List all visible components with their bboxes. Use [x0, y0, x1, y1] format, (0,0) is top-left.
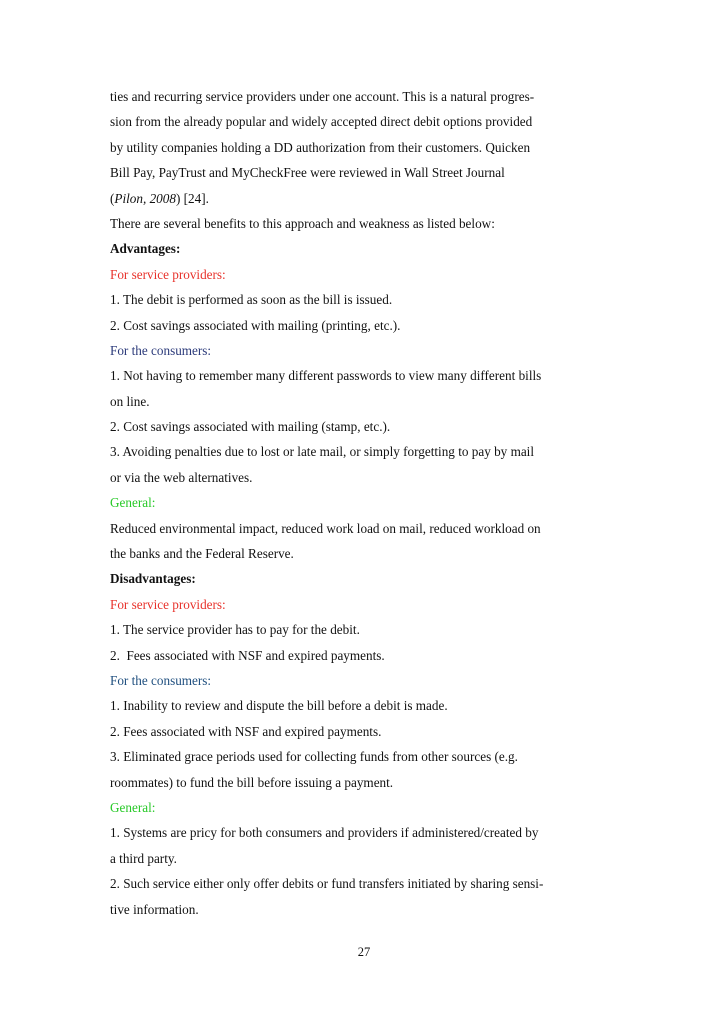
body-line: by utility companies holding a DD authorization from their customers. Quicken	[110, 139, 531, 155]
list-item: 2. Fees associated with NSF and expired payments.	[110, 647, 385, 663]
document-body	[110, 84, 610, 922]
dis-consumers-label: For the consumers:	[110, 672, 212, 688]
list-item: 2. Cost savings associated with mailing (stamp, etc.).	[110, 419, 391, 435]
list-item: 1. Inability to review and dispute the bill before a debit is made.	[110, 698, 448, 714]
list-item: a third party.	[110, 850, 177, 866]
list-item: 1. Not having to remember many different passwords to view many different bills	[110, 368, 542, 384]
page-number: 27	[357, 945, 371, 959]
list-item: tive information.	[110, 901, 199, 917]
body-line: Bill Pay, PayTrust and MyCheckFree were reviewed in Wall Street Journal	[110, 165, 505, 181]
list-item: 1. The service provider has to pay for the debit.	[110, 622, 360, 638]
list-item: 3. Eliminated grace periods used for collecting funds from other sources (e.g.	[110, 749, 518, 765]
citation-author: Pilon, 2008	[114, 190, 176, 206]
dis-general-label: General:	[110, 799, 156, 815]
list-item: on line.	[110, 393, 150, 409]
adv-general-label: General:	[110, 495, 156, 511]
list-item: 1. Systems are pricy for both consumers and providers if administered/created by	[110, 825, 539, 841]
list-item: 3. Avoiding penalties due to lost or late mail, or simply forgetting to pay by mail	[110, 444, 535, 460]
adv-consumers-label: For the consumers:	[110, 342, 212, 358]
advantages-heading: Advantages:	[110, 241, 181, 257]
intro-line: There are several benefits to this approach and weakness as listed below:	[110, 215, 495, 231]
list-item: 1. The debit is performed as soon as the bill is issued.	[110, 292, 393, 308]
adv-providers-label: For service providers:	[110, 266, 226, 282]
disadvantages-heading: Disadvantages:	[110, 571, 196, 587]
list-item: 2. Cost savings associated with mailing (printing, etc.).	[110, 317, 401, 333]
body-line: sion from the already popular and widely accepted direct debit options provided	[110, 114, 533, 130]
citation-close: ) [24].	[175, 190, 209, 206]
citation-line	[110, 186, 610, 211]
list-item: roommates) to fund the bill before issuing a payment.	[110, 774, 394, 790]
list-item: the banks and the Federal Reserve.	[110, 546, 294, 562]
citation-open: (	[110, 190, 115, 206]
list-item: or via the web alternatives.	[110, 469, 253, 485]
list-item: 2. Such service either only offer debits or fund transfers initiated by sharing sensi-	[110, 876, 544, 892]
body-line: ties and recurring service providers under one account. This is a natural progres-	[110, 89, 535, 104]
list-item: 2. Fees associated with NSF and expired payments.	[110, 723, 382, 739]
list-item: Reduced environmental impact, reduced work load on mail, reduced workload on	[110, 520, 541, 536]
dis-providers-label: For service providers:	[110, 596, 226, 612]
